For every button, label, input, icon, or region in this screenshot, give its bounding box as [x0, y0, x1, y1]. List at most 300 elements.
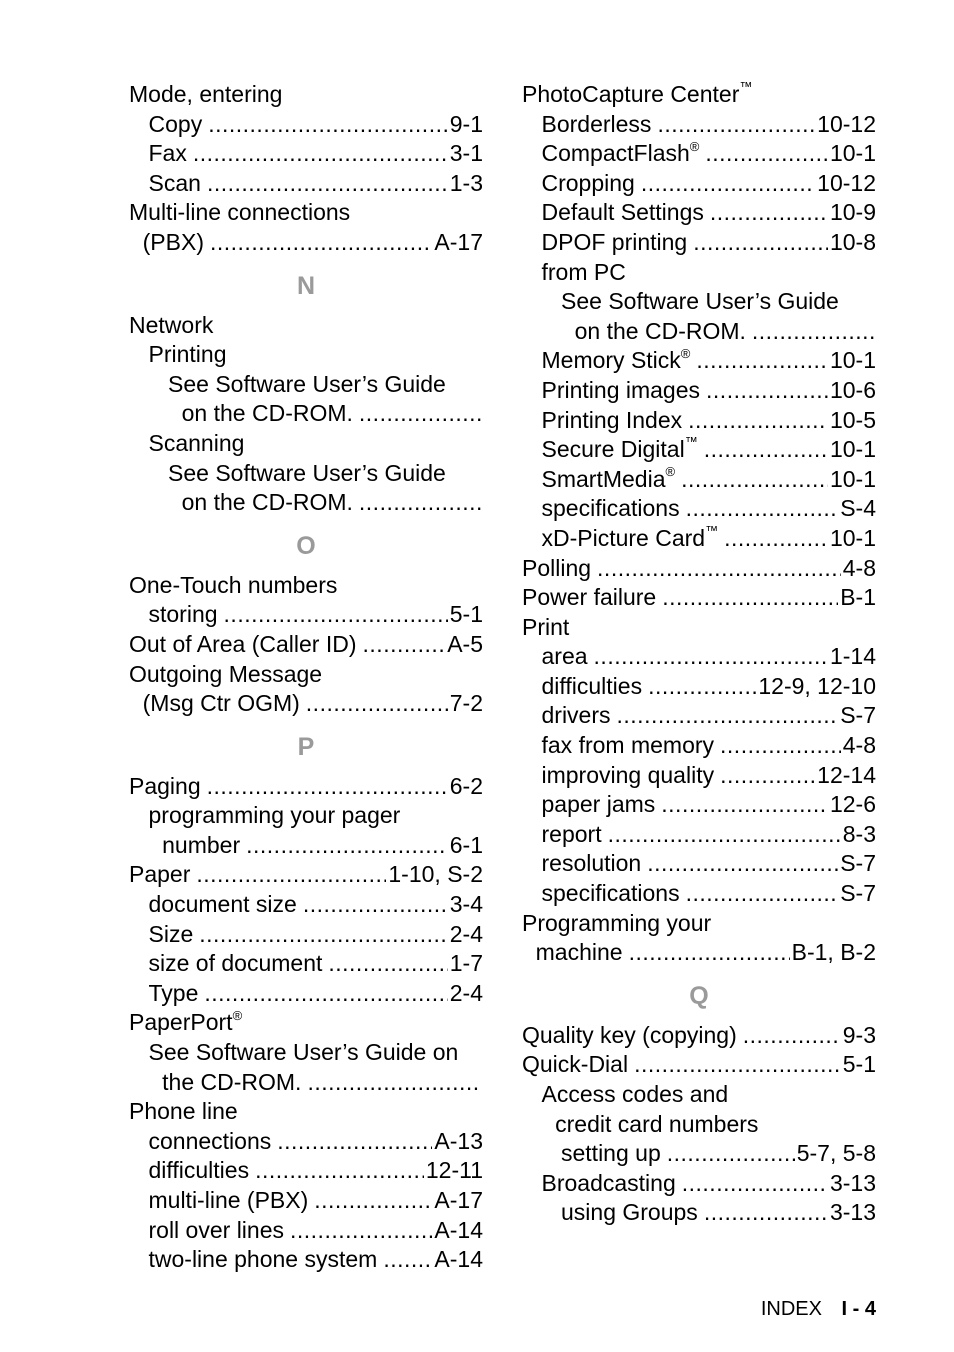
trademark-symbol: ™: [684, 435, 698, 450]
index-entry: [522, 80, 876, 110]
dot-leader: [661, 790, 828, 820]
index-entry-page: 2-4: [449, 920, 483, 947]
index-entry: [522, 406, 876, 436]
index-entry-page: 10-5: [829, 406, 876, 433]
index-entry: [522, 376, 876, 406]
index-entry-label: [149, 1038, 459, 1068]
index-entry-page: 1-7: [449, 950, 483, 977]
index-entry-page: 10-1: [829, 140, 876, 167]
index-entry-text: the CD-ROM.: [162, 1068, 302, 1095]
index-entry-text: difficulties: [148, 1157, 250, 1184]
index-entry-label: [149, 139, 187, 169]
index-entry: [129, 1156, 483, 1186]
index-entry-text: credit card numbers: [555, 1110, 759, 1137]
index-entry-text: xD-Picture Card: [541, 524, 706, 551]
index-entry: [522, 258, 876, 288]
index-entry-label: [522, 613, 569, 643]
index-entry: [522, 909, 876, 939]
index-entry: [129, 1127, 483, 1157]
index-entry-label: [542, 1169, 676, 1199]
index-entry-text: See Software User’s Guide: [168, 459, 446, 486]
dot-leader: [328, 949, 447, 979]
index-entry-label: [149, 801, 401, 831]
index-entry-label: [149, 1186, 309, 1216]
index-entry-text: multi-line (PBX): [148, 1187, 309, 1213]
index-entry: [522, 672, 876, 702]
index-entry: [522, 317, 876, 347]
index-entry-label: [129, 660, 322, 690]
index-entry-label: [575, 317, 746, 347]
index-entry-label: [168, 370, 446, 400]
index-entry: [522, 879, 876, 909]
index-entry-label: [522, 909, 711, 939]
index-entry-label: [542, 376, 701, 406]
section-letter-heading: O: [296, 531, 316, 560]
trademark-symbol: ®: [665, 464, 676, 480]
index-entry-label: [542, 494, 680, 524]
index-entry-label: [522, 554, 591, 584]
index-entry-label: [542, 406, 683, 436]
index-entry-text: Access codes and: [541, 1081, 729, 1107]
index-entry-page: S-4: [840, 495, 876, 522]
index-entry-text: DPOF printing: [541, 228, 688, 255]
index-entry: [522, 1050, 876, 1080]
section-letter-heading: Q: [689, 981, 709, 1010]
index-entry-page: 5-1: [842, 1051, 876, 1078]
index-entry: [129, 311, 483, 341]
index-entry: [522, 613, 876, 643]
index-entry-page: 3-13: [829, 1199, 876, 1226]
index-entry-label: [149, 979, 199, 1009]
index-entry-label: [542, 258, 626, 288]
index-entry-page: A-17: [434, 228, 483, 255]
dot-leader: [208, 110, 448, 140]
index-entry-text: size of document: [148, 950, 323, 977]
index-entry: [129, 860, 483, 890]
index-entry-page: 12-14: [817, 761, 876, 788]
dot-leader: [752, 317, 874, 347]
index-entry-text: Printing images: [541, 376, 701, 403]
index-entry-label: [522, 80, 752, 110]
index-entry: [522, 465, 876, 495]
index-entry-label: [542, 465, 676, 495]
index-entry-label: [542, 701, 611, 731]
dot-leader: [597, 554, 841, 584]
index-entry-text: difficulties: [541, 672, 643, 699]
index-entry-text: programming your pager: [148, 802, 401, 829]
index-entry-label: [542, 524, 719, 554]
dot-leader: [648, 672, 756, 702]
index-entry-label: [555, 1110, 758, 1140]
index-entry-label: [149, 949, 323, 979]
index-entry-text: specifications: [541, 495, 680, 522]
index-entry-label: [542, 1080, 729, 1110]
index-entry: [129, 228, 483, 258]
index-entry-label: [129, 80, 282, 110]
index-entry-text: improving quality: [541, 761, 715, 788]
dot-leader: [704, 1198, 828, 1228]
index-entry-text: Multi-line connections: [129, 199, 351, 226]
dot-leader: [594, 642, 828, 672]
index-entry-label: [522, 583, 656, 613]
index-entry-label: [149, 890, 297, 920]
index-entry-label: [149, 1127, 272, 1157]
index-entry: [522, 790, 876, 820]
index-entry-text: CompactFlash: [541, 140, 690, 167]
index-entry-label: [149, 110, 203, 140]
index-entry-label: [143, 228, 204, 258]
index-entry-text: on the CD-ROM.: [181, 489, 353, 516]
dot-leader: [314, 1186, 432, 1216]
index-entry-label: [542, 820, 602, 850]
index-entry-text: Outgoing Message: [129, 660, 323, 687]
index-entry-label: [149, 1245, 378, 1275]
trademark-symbol: ™: [705, 523, 719, 539]
dot-leader: [634, 1050, 841, 1080]
index-entry-page: A-17: [434, 1187, 483, 1213]
dot-leader: [724, 524, 828, 554]
index-entry-text: two-line phone system: [148, 1246, 378, 1273]
index-entry-text: Programming your: [522, 909, 712, 936]
dot-leader: [629, 938, 790, 968]
index-entry-text: on the CD-ROM.: [181, 400, 353, 427]
index-column-left: [129, 80, 483, 1275]
index-entry: [129, 1245, 483, 1275]
index-entry-text: Print: [522, 613, 570, 640]
index-entry-page: 4-8: [842, 554, 876, 581]
index-entry-text: Network: [129, 311, 214, 338]
index-entry-page: 8-3: [842, 820, 876, 847]
dot-leader: [608, 820, 841, 850]
index-entry-page: 12-9, 12-10: [758, 672, 876, 699]
index-entry: [129, 689, 483, 719]
index-entry-label: [149, 340, 227, 370]
index-entry: [522, 1169, 876, 1199]
index-entry-page: 3-1: [449, 140, 483, 167]
index-entry: [129, 890, 483, 920]
index-entry: [522, 938, 876, 968]
index-entry-label: [149, 169, 201, 199]
index-entry-label: [542, 672, 643, 702]
index-entry: [129, 169, 483, 199]
index-entry-label: [162, 831, 240, 861]
trademark-symbol: ®: [689, 139, 700, 154]
index-entry: [129, 1216, 483, 1246]
footer-section-label: INDEX: [760, 1298, 822, 1320]
index-entry-text: Power failure: [522, 584, 657, 611]
dot-leader: [363, 630, 446, 660]
index-entry-page: 10-1: [829, 436, 876, 463]
index-entry-label: [542, 228, 688, 258]
index-entry-label: [536, 938, 623, 968]
dot-leader: [290, 1216, 432, 1246]
index-entry-page: 2-4: [449, 979, 483, 1006]
index-entry: [129, 399, 483, 429]
index-entry-label: [129, 630, 357, 660]
index-entry-label: [542, 849, 642, 879]
dot-leader: [617, 701, 839, 731]
index-entry-text: Printing: [148, 341, 227, 368]
index-entry-text: Broadcasting: [541, 1169, 676, 1196]
index-entry: [522, 494, 876, 524]
index-entry-page: 4-8: [842, 732, 876, 759]
index-entry-label: [149, 1216, 285, 1246]
index-entry-text: setting up: [561, 1140, 661, 1167]
index-entry-page: 10-9: [829, 199, 876, 226]
index-entry-page: S-7: [840, 702, 876, 729]
index-entry: [522, 287, 876, 317]
index-entry-page: 3-13: [829, 1169, 876, 1196]
index-entry-page: 1-3: [449, 169, 483, 196]
index-entry-text: Fax: [148, 140, 187, 167]
index-entry-page: 9-1: [449, 110, 483, 137]
dot-leader: [662, 583, 838, 613]
index-entry-label: [542, 761, 715, 791]
index-entry-page: A-13: [434, 1127, 483, 1154]
index-entry-label: [542, 435, 698, 465]
dot-leader: [706, 376, 828, 406]
dot-leader: [705, 139, 828, 169]
index-entry-text: Paper: [129, 861, 191, 888]
index-entry-page: B-1, B-2: [791, 939, 876, 966]
dot-leader: [720, 761, 815, 791]
index-entry: [522, 642, 876, 672]
index-entry-text: Cropping: [541, 169, 635, 196]
index-entry-label: [129, 571, 337, 601]
index-entry-text: number: [162, 831, 241, 858]
index-entry: [129, 1097, 483, 1127]
index-entry-page: A-14: [434, 1216, 483, 1243]
index-entry: [522, 435, 876, 465]
index-entry: [522, 524, 876, 554]
index-entry: [522, 731, 876, 761]
index-entry-label: [542, 346, 691, 376]
index-entry-text: machine: [535, 939, 623, 966]
index-entry-page: 1-14: [829, 643, 876, 670]
index-entry-text: See Software User’s Guide: [168, 370, 446, 397]
index-entry-text: report: [541, 820, 602, 847]
index-entry-label: [129, 1097, 238, 1127]
index-entry: [129, 370, 483, 400]
dot-leader: [303, 890, 448, 920]
dot-leader: [199, 920, 448, 950]
index-entry-label: [542, 110, 652, 140]
index-entry: [522, 761, 876, 791]
dot-leader: [204, 979, 447, 1009]
index-entry: [129, 831, 483, 861]
index-entry-page: 10-8: [829, 228, 876, 255]
index-entry-label: [561, 1139, 661, 1169]
dot-leader: [696, 346, 828, 376]
index-entry: [129, 429, 483, 459]
index-entry-page: 5-7, 5-8: [796, 1140, 876, 1167]
index-entry-text: Quality key (copying): [522, 1021, 737, 1048]
page-footer: [761, 1298, 876, 1321]
index-entry: [129, 198, 483, 228]
index-entry: [522, 110, 876, 140]
index-entry-text: Paging: [129, 772, 201, 799]
index-entry: [522, 554, 876, 584]
index-entry-text: drivers: [541, 702, 611, 729]
index-entry: [129, 80, 483, 110]
index-entry-text: Copy: [148, 110, 203, 137]
index-entry: [129, 459, 483, 489]
index-entry-page: 10-12: [817, 169, 876, 196]
index-entry-label: [522, 1021, 737, 1051]
index-entry-page: 6-2: [449, 772, 483, 799]
index-entry-text: storing: [148, 601, 218, 628]
dot-leader: [693, 228, 828, 258]
index-entry: [522, 1021, 876, 1051]
index-entry-text: PaperPort: [129, 1009, 233, 1036]
index-entry-text: Secure Digital: [541, 436, 685, 463]
index-entry-label: [129, 1008, 242, 1038]
section-letter-heading: N: [296, 271, 316, 300]
index-entry-page: 6-1: [449, 831, 483, 858]
index-entry: [522, 1198, 876, 1228]
index-entry-text: on the CD-ROM.: [574, 317, 746, 344]
index-entry-label: [149, 920, 194, 950]
index-entry-label: [129, 311, 213, 341]
index-entry-page: 12-11: [425, 1157, 483, 1184]
index-entry: [129, 600, 483, 630]
index-entry-text: Quick-Dial: [522, 1051, 629, 1078]
index-entry-page: A-5: [447, 630, 483, 657]
index-entry: [522, 583, 876, 613]
index-entry-page: 1-10, S-2: [388, 861, 483, 888]
index-entry-label: [542, 198, 704, 228]
dot-leader: [682, 1169, 828, 1199]
section-letter-heading: P: [297, 732, 315, 761]
dot-leader: [383, 1245, 432, 1275]
index-entry-text: resolution: [541, 850, 642, 877]
index-entry: [129, 340, 483, 370]
index-entry-text: Polling: [522, 554, 592, 581]
dot-leader: [686, 879, 839, 909]
index-entry-page: S-7: [840, 850, 876, 877]
index-entry-text: SmartMedia: [541, 465, 666, 492]
index-entry: [522, 1110, 876, 1140]
index-entry-text: (Msg Ctr OGM): [142, 690, 300, 717]
dot-leader: [688, 406, 828, 436]
index-entry-text: One-Touch numbers: [129, 571, 338, 598]
index-entry-label: [522, 1050, 628, 1080]
index-entry-text: using Groups: [561, 1199, 698, 1226]
index-entry: [522, 346, 876, 376]
index-entry-page: 3-4: [449, 891, 483, 918]
index-entry-label: [182, 488, 353, 518]
index-entry-label: [149, 1156, 250, 1186]
dot-leader: [359, 488, 481, 518]
index-entry-label: [542, 731, 715, 761]
dot-leader: [246, 831, 448, 861]
dot-leader: [641, 169, 815, 199]
index-entry: [522, 198, 876, 228]
index-entry: [522, 169, 876, 199]
index-entry: [129, 1186, 483, 1216]
index-entry-label: [542, 169, 635, 199]
dot-leader: [307, 1068, 481, 1098]
index-entry-page: 10-1: [829, 524, 876, 551]
index-entry: [129, 920, 483, 950]
dot-leader: [224, 600, 448, 630]
index-entry-text: roll over lines: [148, 1216, 284, 1243]
index-entry: [129, 1008, 483, 1038]
index-entry-page: A-14: [434, 1246, 483, 1273]
index-entry-text: from PC: [541, 258, 626, 285]
index-entry: [522, 139, 876, 169]
index-entry-label: [542, 790, 656, 820]
index-entry-label: [542, 879, 680, 909]
index-entry: [522, 701, 876, 731]
dot-leader: [196, 860, 386, 890]
dot-leader: [686, 494, 839, 524]
trademark-symbol: ™: [739, 80, 753, 95]
index-entry-page: 7-2: [449, 690, 483, 717]
index-entry-page: 10-1: [829, 465, 876, 492]
index-entry-page: 10-1: [829, 347, 876, 374]
index-entry-label: [149, 429, 245, 459]
index-entry-text: See Software User’s Guide: [561, 288, 839, 315]
index-entry-text: specifications: [541, 880, 680, 907]
index-entry-label: [129, 860, 190, 890]
index-entry-page: 10-6: [829, 376, 876, 403]
dot-leader: [657, 110, 815, 140]
index-entry-label: [561, 1198, 698, 1228]
index-entry: [522, 228, 876, 258]
index-entry-text: Memory Stick: [541, 347, 681, 374]
index-entry-text: Borderless: [541, 110, 652, 137]
dot-leader: [193, 139, 448, 169]
index-entry-text: PhotoCapture Center: [522, 81, 740, 107]
index-entry-text: area: [541, 643, 588, 670]
index-entry: [522, 820, 876, 850]
index-entry-text: Out of Area (Caller ID): [129, 630, 357, 657]
index-entry-text: Scan: [148, 169, 201, 196]
index-entry-label: [149, 600, 218, 630]
index-entry: [129, 110, 483, 140]
index-entry-label: [182, 399, 353, 429]
trademark-symbol: ®: [232, 1008, 243, 1023]
index-column-right: [522, 80, 876, 1228]
dot-leader: [704, 435, 828, 465]
dot-leader: [277, 1127, 432, 1157]
trademark-symbol: ®: [680, 346, 691, 361]
index-entry: [129, 488, 483, 518]
index-entry: [522, 1080, 876, 1110]
index-entry-text: fax from memory: [541, 732, 715, 759]
index-entry-text: Scanning: [148, 429, 245, 456]
index-entry-page: 9-3: [842, 1021, 876, 1048]
index-entry: [129, 630, 483, 660]
index-entry: [129, 949, 483, 979]
dot-leader: [207, 772, 448, 802]
index-entry-label: [542, 642, 588, 672]
index-entry-text: Size: [148, 920, 194, 947]
index-entry-text: Printing Index: [541, 406, 683, 433]
index-entry-label: [168, 459, 446, 489]
dot-leader: [720, 731, 841, 761]
dot-leader: [255, 1156, 424, 1186]
dot-leader: [359, 399, 481, 429]
index-entry-label: [143, 689, 300, 719]
index-entry-text: (PBX): [142, 228, 204, 255]
index-entry: [522, 849, 876, 879]
index-entry: [129, 1068, 483, 1098]
index-entry-page: 10-12: [817, 110, 876, 137]
index-entry: [522, 1139, 876, 1169]
index-entry-text: Phone line: [129, 1098, 238, 1125]
